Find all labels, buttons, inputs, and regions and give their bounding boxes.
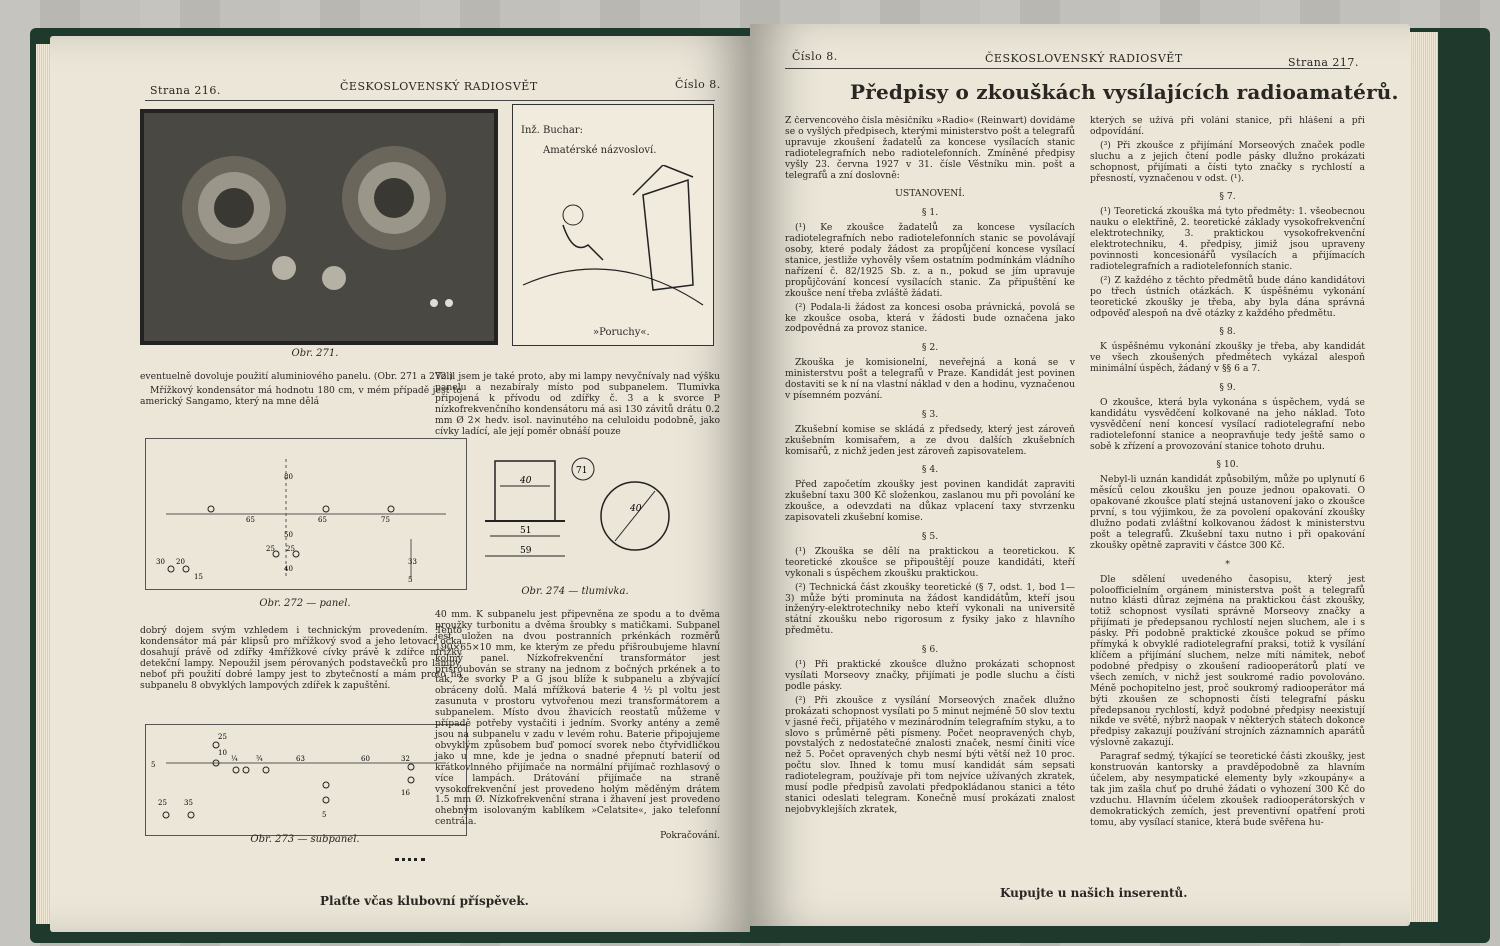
right-column-2 [1090,116,1365,872]
svg-text:40: 40 [284,565,293,573]
left-page [50,36,750,932]
figure-272-caption: Obr. 272 — panel. [259,598,351,609]
paragraph: (¹) Zkouška se dělí na praktickou a teoretickou. K teoretické zkoušce se připouštějí pouze kandidáti, kteří vykonali s úspěchem zkoušku praktickou. [785,545,1075,579]
svg-text:50: 50 [284,531,293,539]
cartoon-caption: »Poruchy«. [593,327,650,338]
paragraph: (¹) Teoretická zkouška má tyto předměty: 1. všeobecnou nauku o elektřině, 2. teoretické základy vysokofrekvenční elektrotechniky, 3. praktickou vysokofrekvenční elektrotechniku, 4. předpisy, jimiž jsou upraveny povinnosti koncesionářů vysílacích a přijímacích radiotelegrafních a radiotelefonních stanic. [1090,206,1365,272]
cartoon-drawing [513,165,713,325]
section-heading: § 6. [921,644,939,656]
page-number-right: Strana 217. [1288,56,1359,69]
paragraph: Volil jsem je také proto, aby mi lampy nevyčnívaly nad výšku panelu a nezabíraly místo pod subpanelem. Tlumivka připojená k přívodu od zdířky č. 3 a k svorce P nízkofrekvenčního kondensátoru má asi 130 závitů drátu 0.2 mm Ø 2× hedv. isol. navinutého na celuloidu podobně, jako cívky ladící, ale její poměr obnáší pouze [435,371,720,437]
receiver-photo [140,109,498,345]
cartoon-author: Inž. Buchar: [521,125,583,136]
paragraph: (²) Při zkoušce z vysílání Morseových značek dlužno prokázati schopnost vysílati po 5 minut nejméně 50 slov textu v jasné řeči, přijatého v mezinárodním telegrafním styku, a to slovo s průměrně pěti písmeny. Počet neopravených chyb, povstalých z nedostatečné znalosti značek, nesmí činiti více než 5. Počet opravených chyb nesmí býti větší než 10 proc. počtu slov. Ihned k tomu musí kandidát sám sepsati radiotelegram, používaje při tom nejvíce užívaných zkratek, musí podle předpisů zavolati předpokládanou stanici a této stanici odeslati telegram. Konečně musí prokázati znalost nejobvyklejších zkratek, [785,694,1075,815]
paragraph: 40 mm. K subpanelu jest připevněna ze spodu a to dvěma proužky turbonitu a dvěma šroubky s matičkami. Subpanel jest uložen na dvou postranních prkénkách rozměrů 190×65×10 mm, ke kterým ze předu přišroubujeme hlavní kolmý panel. Nízkofrekvenční transformátor jest přišroubován se strany na jednom z bočných prkének a to tak, že svorky P a G jsou blíže k subpanelu a zbývající obráceny dolů. Malá mřížková baterie 4 ½ pl voltu jest zasunuta v prostoru vytvořenou mezi transformátorem a subpanelem. Místo dvou žhavicích reostatů můžeme v případě potřeby vystačiti i jedním. Svorky antény a země jsou na subpanelu v zadu v levém rohu. Baterie připojujeme obvyklým způsobem buď pomocí svorek nebo čtyřvidličkou jako u mne, kde je jedna o snadné přepnutí baterií od krátkovlnného přijímače na normální přijímač rozhlasový o více lampách. Drátování přijímače na straně vysokofrekvenční jest provedeno holým měděným drátem 1.5 mm Ø. Nízkofrekvenční strana i žhavení jest provedeno ohebným isolovaným kablíkem »Celatsite«, jako telefonní centrála. [435,609,720,828]
section-heading: USTANOVENÍ. [895,188,965,200]
paragraph: Paragraf sedmý, týkající se teoretické části zkoušky, jest konstruován kantorsky a pravděpodobně za hlavním účelem, aby nesympatické elementy byly »zkoupány« a tak jim zašla chuť po druhé žádati o vyhození 300 Kč do vzduchu. Hlavním účelem zkoušek radiooperátorských v demokratických zemích, jest preventivní opatření proti tomu, aby vysílací stanice, která bude svěřena hu- [1090,751,1365,828]
svg-text:40: 40 [630,504,642,514]
left-column-1-top [140,372,462,411]
paragraph: Před započetím zkoušky jest povinen kandidát zapraviti zkušební taxu 300 Kč složenkou, zaslanou mu při povolání ke zkoušce, a odevzdati na důkaz vplacení taxy stvrzenku zapisovateli zkušební komise. [785,479,1075,524]
svg-text:35: 35 [184,799,193,807]
svg-text:5: 5 [322,811,327,819]
header-rule-right [785,68,1350,69]
paragraph: O zkoušce, která byla vykonána s úspěchem, vydá se kandidátu vysvědčení kolkované na jeho náklad. Toto vysvědčení není koncesí vysílací radiotelegrafní nebo radiotelefonní stanice a neopravňuje tedy ještě samo o sobě k zřízení a provozování stanice tohoto druhu. [1090,396,1365,452]
right-column-1 [785,116,1075,872]
continuation-note: Pokračování. [660,830,720,842]
svg-text:65: 65 [318,516,327,524]
svg-text:33: 33 [408,558,417,566]
svg-text:71: 71 [576,466,588,476]
section-heading: § 3. [921,408,939,420]
section-divider-star: * [1225,558,1230,570]
paragraph: (²) Technická část zkoušky teoretické (§ 7, odst. 1, bod 1—3) může býti prominuta na žádost kandidátům, kteří jsou inženýry-elektrotechniky nebo kteří vykonali na universitě státní zkoušku nebo rigorosum z fysiky jako z hlavního předmětu. [785,581,1075,637]
cartoon-title: Amatérské názvosloví. [543,145,657,156]
paragraph: (¹) Ke zkoušce žadatelů za koncese vysílacích radiotelegrafních nebo radiotelefonních stanic se povolávají osoby, které podaly žádost za propůjčení koncese vysílací stanice, jestliže vyhověly všem ostatním podmínkám vládního nařízení č. 82/1925 Sb. z. a n., pokud se jím upravuje propůjčování koncesí vysílacích stanic. Za připuštění ke zkoušce není třeba zvláště žádati. [785,222,1075,299]
paragraph: eventuelně dovoluje použití aluminiového panelu. (Obr. 271 a 272.) [140,371,453,382]
svg-text:25: 25 [158,799,167,807]
svg-text:25: 25 [286,545,295,553]
section-heading: § 1. [921,207,939,219]
paragraph: (¹) Při praktické zkoušce dlužno prokázati schopnost vysílati Morseovy značky, přijímati je podle sluchu a čísti podle pásky. [785,659,1075,692]
section-heading: § 8. [1219,326,1236,338]
svg-text:¾: ¾ [256,755,263,763]
page-number-left: Strana 216. [150,84,221,97]
issue-number-left: Číslo 8. [675,78,721,91]
svg-text:25: 25 [266,545,275,553]
article-title: Předpisy o zkouškách vysílajících radioamatérů. [850,80,1399,104]
svg-text:65: 65 [246,516,255,524]
svg-text:63: 63 [296,755,305,763]
right-page [750,24,1410,926]
paragraph: Mřížkový kondensátor má hodnotu 180 cm, v mém případě jest to americký Sangamo, který na mne dělá [140,384,462,407]
svg-text:60: 60 [361,755,370,763]
issue-number-right: Číslo 8. [792,50,838,63]
svg-text:59: 59 [520,546,532,556]
paragraph: Zkouška je komisionelní, neveřejná a koná se v ministerstvu pošt a telegrafů v Praze. Kandidát jest povinen dostaviti se k ní na vlastní náklad v den a hodinu, vyznačenou v písemném pozvání. [785,357,1075,401]
svg-text:20: 20 [176,558,185,566]
section-heading: § 4. [921,464,939,476]
left-column-1-bottom [140,626,462,694]
figure-274-caption: Obr. 274 — tlumivka. [521,586,629,597]
section-heading: § 7. [1219,191,1236,203]
section-heading: § 10. [1216,459,1239,471]
svg-text:¼: ¼ [231,755,238,763]
svg-text:40: 40 [520,476,532,486]
section-heading: § 9. [1219,382,1236,394]
svg-text:5: 5 [408,576,413,584]
page-edges-right [1408,32,1438,922]
paragraph: Dle sdělení uvedeného časopisu, který jest poloofficielním orgánem ministerstva pošt a telegrafů nutno klásti důraz zejména na praktickou část zkoušky, totiž schopnost vysílati správně Morseovy značky a přijímati je předepsanou rychlostí nejen sluchem, ale i s pásky. Při podobně praktické zkoušce pokud se přímo přímyká k obvyklé radiotelegrafní praksi, totiž k vysílání klíčem a přijímání sluchem, nelze míti námitek, neboť podobné předpisy o zkoušení radiooperátorů platí ve všech zemích, v nichž jest soukromé radio povolováno. Méně pochopitelno jest, proč soukromý radiooperátor má býti zkoušen ze schopnosti čísti telegrafní pásku předepsanou rychlostí, když podobné předpisy neexistují nikde ve světě, nýbrž naopak v některých státech dokonce předpisy zakazují používání strojních záznamních aparátů výslovně zakazují. [1090,573,1365,749]
paragraph: (³) Při zkoušce z přijímání Morseových značek podle sluchu a z jejich čtení podle pásky dlužno prokázati schopnost, přijímati a čísti tyto značky s rychlostí a přesností, vyznačenou v odst. (¹). [1090,139,1365,184]
figure-274-choke-drawing [475,451,675,581]
svg-text:30: 30 [156,558,165,566]
svg-text:80: 80 [284,473,293,481]
figure-272-panel-drawing [145,438,467,590]
paragraph: (²) Z každého z těchto předmětů bude dáno kandidátovi po třech ústních otázkách. K úspěšnému vykonání teoretické zkoušky je třeba, aby byla dána správná odpověď alespoň na dvě otázky z každého předmětu. [1090,274,1365,319]
paragraph: Nebyl-li uznán kandidát způsobilým, může po uplynutí 6 měsíců celou zkoušku jen pouze jednou opakovati. O opakované zkoušce platí stejná ustanovení jako o zkoušce první, s tou výjimkou, že za povolení opakování zkoušky dlužno podati zvláštní kolkovanou žádost k ministerstvu pošt a telegrafů. Zkušební taxu nutno i při opakování zkoušky opětně zapraviti v částce 300 Kč. [1090,474,1365,551]
cartoon-box [512,104,714,346]
svg-text:75: 75 [381,516,390,524]
left-column-2-top [435,372,720,440]
right-footer-notice: Kupujte u našich inserentů. [1000,886,1188,900]
left-column-2-bottom [435,610,720,845]
svg-text:51: 51 [520,526,532,536]
svg-text:10: 10 [218,749,227,757]
section-divider [395,858,425,861]
paragraph: (²) Podala-li žádost za koncesi osoba právnická, povolá se ke zkoušce osoba, která v žádosti bude označena jako zodpovědná za provoz stanice. [785,301,1075,335]
paragraph: Zkušební komise se skládá z předsedy, který jest zároveň zkušebním komisařem, a ze dvou dalších zkušebních komisařů, z nichž jeden jest zároveň zapisovatelem. [785,423,1075,457]
svg-text:5: 5 [151,761,156,769]
header-rule-left [145,100,715,101]
section-heading: § 5. [921,531,939,542]
section-heading: § 2. [921,342,939,354]
paragraph: kterých se užívá při volání stanice, při hlášení a při odpovídání. [1090,116,1365,137]
svg-text:32: 32 [401,755,410,763]
left-footer-notice: Plaťte včas klubovní příspěvek. [320,894,529,908]
svg-text:16: 16 [401,789,410,797]
figure-273-subpanel-drawing [145,724,467,836]
journal-name-left: ČESKOSLOVENSKÝ RADIOSVĚT [340,80,538,93]
journal-name-right: ČESKOSLOVENSKÝ RADIOSVĚT [985,52,1183,65]
paragraph: dobrý dojem svým vzhledem i technickým provedením. Tento kondensátor má pár klipsů pro mřížkový svod a jeho letovací očka dosahují právě od zdířky 4mřížkové cívky právě k zdířce mřížky detekční lampy. Nepoužil jsem pérovaných podstavečků pro lampy, neboť při použití dobré lampy jest to zbytečností a mám proto na subpanelu 8 obvyklých lampových zdířek k zapuštění. [140,625,462,691]
figure-273-caption: Obr. 273 — subpanel. [250,834,360,845]
paragraph: K úspěšnému vykonání zkoušky je třeba, aby kandidát ve všech zkoušených předmětech vykázal alespoň minimální úspěch, žádaný v §§ 6 a 7. [1090,341,1365,375]
svg-text:25: 25 [218,733,227,741]
paragraph: Z červencového čísla měsíčníku »Radio« (Reinwart) dovídáme se o vyšlých předpisech, kterými ministerstvo pošt a telegrafů upravuje zkoušení žadatelů za koncese vysílacích stanic radiotelegrafních nebo radiotelefonních. Zmíněné předpisy vyšly 23. června 1927 v 31. čísle Věstníku min. pošt a telegrafů a zní doslovně: [785,116,1075,181]
figure-271-caption: Obr. 271. [291,348,339,359]
svg-text:15: 15 [194,573,203,581]
